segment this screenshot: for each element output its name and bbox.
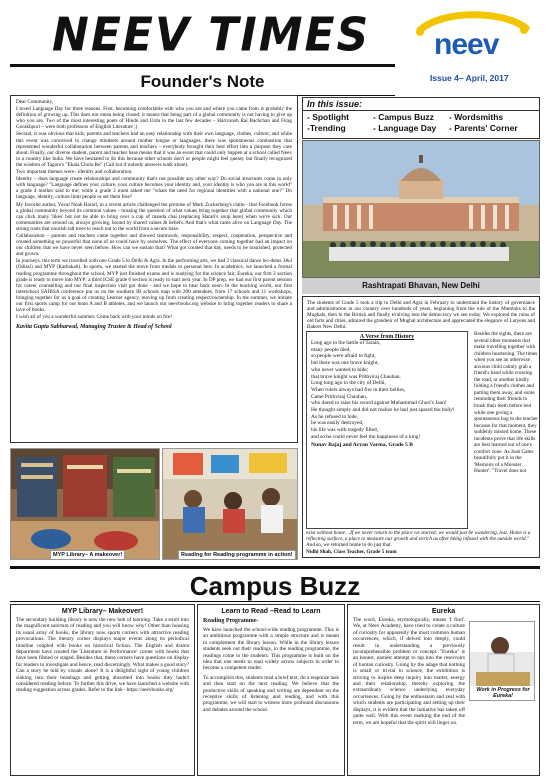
trip-footer [306,530,538,555]
poem-line: Came Prithviraj Chauhan, [311,393,368,400]
eureka-heading: Eureka [431,608,456,615]
rashtrapati-caption: Rashtrapati Bhavan, New Delhi [302,278,540,294]
reading-photo-caption: Reading for Reading programme in action! [178,550,296,560]
trip-quote-end: exist without home ...If we never return to the place we started; we would just be wandering, lost. Home is a reflecting surface, a place to measure our growth and enrich us after being infused with the outside world." [306,530,531,543]
founders-paragraph: Identity – does language create relationships and community that's not possible any other way? Do social structures come in only with language? "Language defines your culture, your culture becomes your identity and, your identity is who you are in this world" a grade 4 mother said to me; while a grade 2 mom asked me "whats the need for regional identities with a national one?" Do language, identity, culture limit people or set them free? [16,176,292,201]
in-this-issue-box [302,97,540,139]
poem-line: He thought simply and did not realize he had just spared the bully! [311,407,455,414]
poem-title: A Verse from History [359,334,415,340]
trip-intro: The students of Grade 5 took a trip to Delhi and Agra in February to understand the history of governance and administration in our country over hundreds of years, beginning from the rule of the Mamluks to the Mughals, then to the British and finally evolving into the democracy we see today. We explored the ruins of old forts and cities, admired the grandeur of Mughal architecture and appreciated the elegance of Lutyens and Bakers New Delhi. [307,300,535,331]
logo-text: neev [434,28,499,61]
founders-paragraph: I wish all of you a wonderful summer. Come back with your minds on fire! [16,314,173,321]
poem-line: and so he could never feel the happiness of a king! [311,433,421,440]
masthead-rule [10,64,395,67]
reading-paragraph: We have launched the school-wide reading programme. This is an ambitious programme with a simple structure and is meant to complement the library lesson. While in the library lesson students seek out their readings, in the reading programme, the readings come to the students. This programme is built on the idea that one needs to read widely across subjects in order to become a competent reader. [203,627,339,672]
poem-line: who never wanted to hide; [311,366,369,373]
eureka-text: The word, Eureka, etymologically, means 'I find'. We, at Neev Academy, have tried to create a culture of curiosity for apparently the most common human occurrences, which, if delved into deeply, could result in understanding a previously incomprehensible problem or concept. "Eureka" is an honest, earnest attempt to tap into the reservoirs of human curiosity. Going by the adage that nothing is small or trivial in science, the exhibition is striving to inspire deep inquiry into matter, energy and their relationship, thereby exploring the extraordinary science underlying everyday occurrences. Going by the enthusiasm and zeal with which students are participating and setting up their displays, it is evident that the initiative has taken off quite well. With this event marking the end of the term, we are hopeful that the spirit will linger on. [353,617,465,726]
myp-library-column [10,604,195,776]
rashtrapati-bhavan-photo [302,140,540,278]
library-photo-caption: MYP Library– A makeover! [50,550,125,560]
founders-note-title: Founder's Note [10,72,395,96]
reading-paragraph: To accomplish this, students read a brief text, do a response task and then start on the next reading. We believe that the productive skills of speaking and writing are dependent on the receptive skills of listening and reading, and with this programme, we will start to witness more profound discussions and debates around the school. [203,674,339,713]
poem-line: Long ago in the battle of Tarain, [311,340,381,346]
in-this-issue-heading: In this issue: [303,98,539,111]
toc-item[interactable]: -Trending [307,122,346,133]
toc-item[interactable]: - Language Day [373,122,437,133]
toc-item[interactable]: - Campus Buzz [373,112,434,122]
founders-paragraph: My favorite author, Yuval Noah Harari, in a recent article challenged the premise of Mark Zuckerberg's claim - that Facebook forms a global community beyond its common values - missing the question of what values bring together that global community which can click many 'likes' but not be able to bring over a cup of mauda chai (replacing Harari's soup here) when we're sick. Our communities are around us, always growing, bound by shared values & beliefs. And that's what came alive on Language Day. The strong roots that nourish tall trees to reach out to the world from a secure base. [16,201,292,232]
poem-authors: Nunav Bajaj and Aryan Varma, Grade 5 B [311,441,413,448]
poem-line: so people were afraid to fight, [311,353,376,360]
myp-heading: MYP Library– Makeover! [61,608,144,615]
reading-heading: Learn to Read –Read to Learn [221,608,321,615]
poem-line: that brave knight was Prithviraj Chauhan. [311,373,401,380]
poem-line: but there was one brave knight, [311,360,379,367]
eureka-column [347,604,540,776]
reading-programme-photo [162,448,298,560]
newsletter-title: NEEV TIMES [52,8,371,63]
toc-item[interactable]: - Parents' Corner [449,122,518,133]
trip-author: Nidhi Shah, Class Teacher, Grade 5 team [306,548,397,555]
photo-strip [10,448,298,560]
neev-logo [402,8,540,70]
founders-paragraph: Collaboration – parents and teachers came together and showed teamwork, responsibility, respect, cooperation, perspective and created something so powerful that none of us could have by ourselves. The effect of everyone coming together had an impact on our children that we have never seen before. How can we sustain that? What got created that day, needs to be nourished, protected and grown. [16,232,292,258]
poem-line: As he refused to hide, [311,413,359,420]
reading-subheading: Reading Programme- [203,618,259,624]
founders-paragraph: I loved Language Day for three reasons. First, becoming comfortable with who you are and where you came from is probably the definition of growing up. This does not mean being closed; it means that being part of a global community is not having to give up who you are. Two of the most interesting poets of Hindu and Urdu in the last few decades – Harivansh Rai Bachchan and Firag Gorakhpuri – were both professors of English Literature ;) [16,106,292,131]
toc-item[interactable]: - Wordsmiths [449,112,504,122]
founders-paragraph: Two important themes were– identity and collaboration. [16,169,133,176]
campus-buzz-title: Campus Buzz [10,566,540,602]
founders-paragraph: Dear Community, [16,99,54,105]
poem-line: his life was with tragedy filled, [311,427,379,434]
poem-line: When rulers always had fire in their bellies, [311,386,406,393]
trip-closing: And so, we returned home to do just that. [306,542,392,549]
founders-note-body [10,95,298,443]
toc-item[interactable]: - Spotlight [307,112,350,122]
eureka-photo-caption: Work in Progress for Eureka! [470,686,535,700]
poem-line: Long long ago in the city of Delhi, [311,380,386,387]
poem-box [306,331,468,529]
eureka-photo [469,621,535,701]
trip-side-text: Besides the sights, there are several other moments that make travelling together with children heartening. The times when you see an otherwise anxious child calmly grab a friend's hand while crossing the road, or another kindly folding a friend's clothes and putting them away, and some reminding their friends to brush their teeth before bed while one giving a spontaneous hug to the teacher because for that moment, they suddenly missed home. These incidents prove that life skills are best learned out of one's comfort zone. As Josh Gates beautifully put it in the 'Memoirs of a Monster Hunter': "Travel does not [474,331,538,475]
myp-text: The secondary building library is now the new hub of learning. Take a stroll into the magnificent sanctum of reading and you will know why! Other than housing its usual array of books, the library now sports corners with attractive reading provocations. The literary corner displays major events along its periodical timeline coupled with books on historical fiction. The English and drama department have created the 'Literature in Performance' corner with books that have been filmed or staged. Besides that, these corners have questions on display for readers to investigate and hence, read discerningly. What makes a good story? Can a story be told by visuals alone? It is a delightful sight of young children sinking into their beanbags and getting absorbed into books they hadn't considered reading before. To further this drive, we have launched a website with reading suggestion across grades. Refer to the link– https://neevbooks.org/ [16,617,189,694]
poem-line: many people died, [311,346,351,353]
masthead [10,6,400,68]
issue-label: Issue 4– April, 2017 [430,73,509,83]
reading-programme-column [197,604,345,776]
poem-line: who dared to raise his sword against Muhammad Ghori's Jaan! [311,400,447,407]
library-photo [10,448,160,560]
founders-paragraph: Second, it was obvious that kids, parents and teachers had an easy relationship with their own language, clothes, culture; and while this event was conceived to change mindsets around mother tongue or languages, there was spontaneous combustion that represented wonderful collaboration between parents and teachers – everybody brought their best effort into a purpose they care about. Finally, our diverse student, parent and teacher base means that it was an event that could only happen at a school called Neev in a country like India. We have hesitated to do this because other schools don't or people might feel queasy but finally recognized the wisdom of Tagore's "Ekala Cholo Re" (Call but if nobody answers walk alone). [16,131,292,168]
founders-paragraph: In journeys, this term we travelled with one Grade 5 to Delhi & Agra. In the performing arts, we had 2 classical dance lec-dems 3&4 (Odissi) and MYP (Kathakali). In sports, we started the move from medals to personal best. In academics, we launched a formal reading programme throughout the school, MYP just finished exams and is readying for the science fair, Eureka; our first 2 section grade is ready to move into MYP; a third ICSE grade 6 section is ready to start next year. In DP prep, we had our first parent session for career counselling and our final inspection visit got done - and we hope to hear back soon. In the teaching world, our first interschool SAIBSA conference put us on the southern IB schools map with 200 attendees, from 17 schools and 11 workshops, bringing together for us a goal of creating Learner agency, moving up from creating respect/ownership. In the summer, we initiate our first sports camp for our team A and B athletes, and we launch our neevbooks.org website to bring together readers to share a love of books. [16,258,292,314]
trip-side-column [474,331,538,529]
founders-signature: Kavita Gupta Sabharwal, Managing Trustee & Head of School [16,324,172,331]
poem-line: he was easily destroyed, [311,420,364,427]
